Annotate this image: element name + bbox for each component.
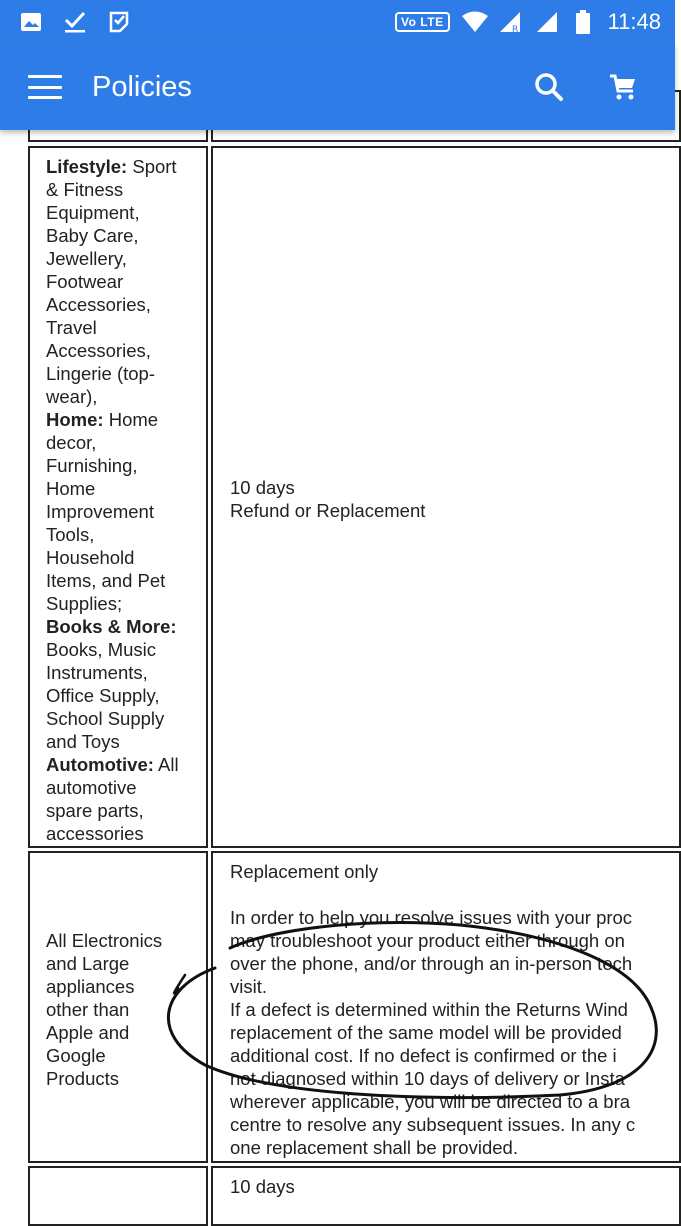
category-line	[46, 822, 206, 845]
category-line	[46, 155, 206, 178]
category-line	[46, 615, 206, 638]
category-line: and Large	[46, 953, 130, 974]
policy-line: over the phone, and/or through an in-person tech	[230, 953, 633, 974]
category-line	[46, 707, 206, 730]
category-text: & Fitness	[46, 179, 124, 200]
category-line	[46, 247, 206, 270]
wifi-icon	[464, 11, 486, 33]
category-text: Tools,	[46, 524, 95, 545]
category-line	[46, 362, 206, 385]
search-icon[interactable]	[529, 67, 569, 107]
category-line: Google	[46, 1045, 106, 1066]
gallery-icon	[20, 11, 42, 33]
category-text: Books, Music	[46, 639, 157, 660]
category-text: Furnishing,	[46, 455, 138, 476]
category-text: Supplies;	[46, 593, 123, 614]
category-text: Sport	[127, 156, 177, 177]
cart-icon[interactable]	[603, 67, 643, 107]
volte-badge: Vo LTE	[395, 12, 450, 32]
menu-icon[interactable]	[28, 75, 62, 99]
category-line	[46, 523, 206, 546]
signal-roaming-icon	[500, 11, 522, 33]
policy-line: visit.	[230, 976, 267, 997]
policy-line: wherever applicable, you will be directed to a bra	[230, 1091, 631, 1112]
category-heading: Lifestyle:	[46, 156, 128, 177]
category-line	[46, 569, 206, 592]
category-text: decor,	[46, 432, 97, 453]
category-text: Home	[103, 409, 159, 430]
policy-line: replacement of the same model will be provided	[230, 1022, 622, 1043]
category-heading: Automotive:	[46, 754, 154, 775]
category-text: spare parts,	[46, 800, 144, 821]
delivery-app-icon	[108, 11, 130, 33]
category-line	[46, 316, 206, 339]
app-bar	[0, 44, 675, 130]
table-cell-policy-lifestyle	[211, 146, 681, 848]
category-text: Travel	[46, 317, 97, 338]
category-text: Household	[46, 547, 135, 568]
category-text: and Toys	[46, 731, 120, 752]
category-heading: Books & More:	[46, 616, 177, 637]
table-cell-category-lifestyle	[28, 146, 208, 848]
policy-table	[0, 130, 675, 1200]
category-line	[46, 431, 206, 454]
status-bar	[0, 0, 675, 44]
policy-line: additional cost. If no defect is confirmed or the i	[230, 1045, 617, 1066]
category-text: Improvement	[46, 501, 154, 522]
table-cell-category-next	[28, 1166, 208, 1226]
category-text: wear),	[46, 386, 98, 407]
category-line	[46, 270, 206, 293]
category-line	[46, 730, 206, 753]
category-line: Products	[46, 1068, 120, 1089]
checkmark-icon	[64, 11, 86, 33]
category-text: Office Supply,	[46, 685, 160, 706]
category-text: Accessories,	[46, 294, 151, 315]
clock: 11:48	[607, 9, 661, 34]
category-text: Footwear	[46, 271, 124, 292]
policy-line: centre to resolve any subsequent issues. In any c	[230, 1114, 636, 1135]
category-line	[46, 201, 206, 224]
category-text: Baby Care,	[46, 225, 139, 246]
category-line: other than	[46, 999, 130, 1020]
category-line: Apple and	[46, 1022, 130, 1043]
category-line	[46, 224, 206, 247]
policy-heading: Replacement only	[230, 861, 379, 882]
category-text: Jewellery,	[46, 248, 127, 269]
category-text: Items, and Pet	[46, 570, 166, 591]
category-line	[46, 684, 206, 707]
policy-line: one replacement shall be provided.	[230, 1137, 518, 1158]
category-text: Equipment,	[46, 202, 140, 223]
battery-icon	[572, 11, 594, 33]
category-line	[46, 592, 206, 615]
table-cell-policy-next	[211, 1166, 681, 1226]
category-line	[46, 776, 206, 799]
category-line	[46, 454, 206, 477]
table-cell-policy-electronics	[211, 851, 681, 1163]
signal-icon	[536, 11, 558, 33]
category-line	[46, 638, 206, 661]
category-line	[46, 799, 206, 822]
category-text: accessories	[46, 823, 144, 844]
category-text: Instruments,	[46, 662, 148, 683]
category-line	[46, 408, 206, 431]
table-cell-category-electronics	[28, 851, 208, 1163]
category-line: appliances	[46, 976, 135, 997]
category-line	[46, 385, 206, 408]
return-window: 10 days	[230, 1176, 295, 1197]
category-line: All Electronics	[46, 930, 163, 951]
svg-text:R: R	[511, 25, 518, 35]
category-text: All	[153, 754, 179, 775]
category-line	[46, 753, 206, 776]
category-text: Accessories,	[46, 340, 151, 361]
policy-line: In order to help you resolve issues with your proc	[230, 907, 633, 928]
policy-line: If a defect is determined within the Returns Wind	[230, 999, 628, 1020]
category-line	[46, 546, 206, 569]
return-window: 10 days	[230, 477, 295, 498]
category-line	[46, 500, 206, 523]
page-title: Policies	[92, 70, 192, 103]
category-line	[46, 661, 206, 684]
category-text: Lingerie (top-	[46, 363, 156, 384]
category-line	[46, 178, 206, 201]
category-text: automotive	[46, 777, 137, 798]
category-line	[46, 477, 206, 500]
category-heading: Home:	[46, 409, 104, 430]
policy-line: may troubleshoot your product either through on	[230, 930, 625, 951]
category-text: School Supply	[46, 708, 165, 729]
return-type: Refund or Replacement	[230, 500, 426, 521]
category-text: Home	[46, 478, 96, 499]
category-line	[46, 339, 206, 362]
policy-line: not diagnosed within 10 days of delivery or Insta	[230, 1068, 625, 1089]
category-line	[46, 293, 206, 316]
